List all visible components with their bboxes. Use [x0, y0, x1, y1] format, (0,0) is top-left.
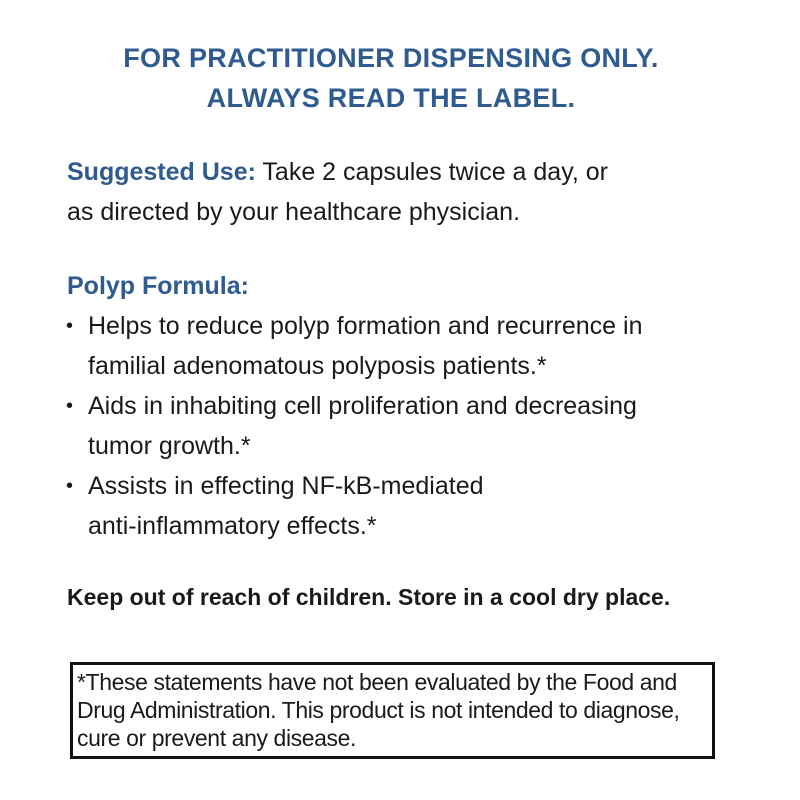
suggested-use-line-1 — [67, 152, 747, 192]
suggested-use-text: Take 2 capsules twice a day, or — [255, 158, 608, 186]
suggested-use-line-2: as directed by your healthcare physician. — [67, 198, 521, 226]
suggested-use-section — [67, 152, 747, 232]
suggested-use-label: Suggested Use: — [67, 158, 256, 186]
list-item — [60, 386, 760, 466]
list-item — [60, 466, 760, 546]
list-item — [60, 306, 760, 386]
bullet-icon: • — [66, 475, 74, 497]
list-item-line-2: anti-inflammatory effects.* — [88, 512, 377, 540]
storage-warning: Keep out of reach of children. Store in a cool dry place. — [67, 584, 671, 610]
list-item-line-2: familial adenomatous polyposis patients.* — [88, 352, 547, 380]
disclaimer-line-1: *These statements have not been evaluated by the Food and — [77, 669, 677, 695]
formula-benefit-list — [60, 306, 760, 546]
bullet-icon: • — [66, 315, 74, 337]
disclaimer-line-3: cure or prevent any disease. — [77, 725, 357, 751]
header-line-1: FOR PRACTITIONER DISPENSING ONLY. — [123, 43, 659, 73]
header-line-2: ALWAYS READ THE LABEL. — [206, 83, 576, 113]
list-item-line-2: tumor growth.* — [88, 432, 251, 460]
header-notice — [0, 38, 782, 118]
list-item-line-1: Helps to reduce polyp formation and recurrence in — [88, 312, 643, 340]
list-item-line-1: Assists in effecting NF-kB-mediated — [88, 472, 484, 500]
disclaimer-line-2: Drug Administration. This product is not intended to diagnose, — [77, 697, 680, 723]
formula-title: Polyp Formula: — [67, 272, 249, 300]
list-item-line-1: Aids in inhabiting cell proliferation and decreasing — [88, 392, 637, 420]
bullet-icon: • — [66, 395, 74, 417]
fda-disclaimer-box — [70, 662, 715, 759]
